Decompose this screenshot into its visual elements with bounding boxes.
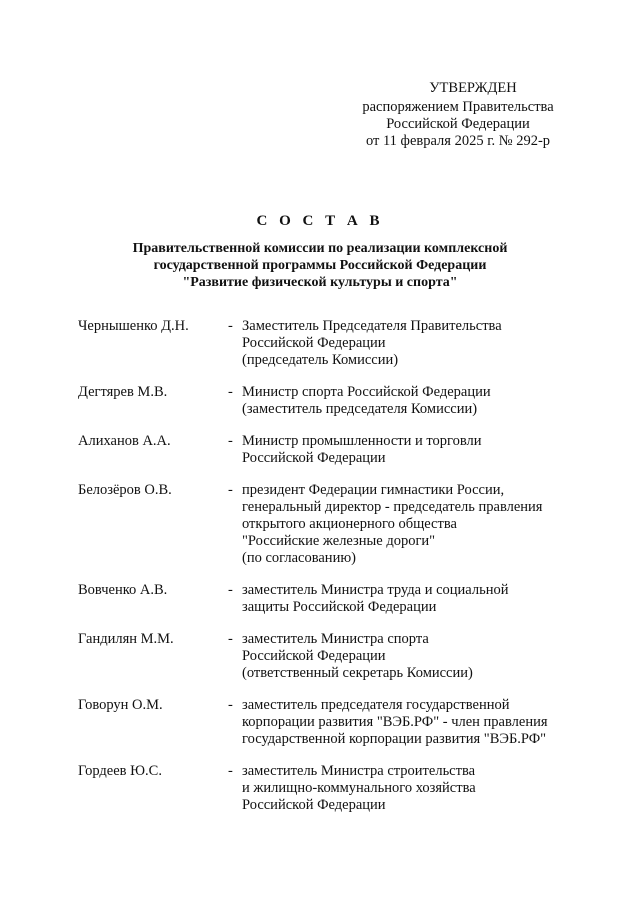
member-role-line: генеральный директор - председатель правления [242, 499, 543, 515]
member-row [78, 582, 578, 616]
heading-line: государственной программы Российской Федерации [153, 258, 487, 273]
member-role [242, 318, 578, 369]
approval-line: от 11 февраля 2025 г. № 292-р [365, 133, 551, 149]
member-name: Гордеев Ю.С. [78, 763, 162, 779]
member-role-line: Российской Федерации [242, 335, 386, 351]
member-role [242, 582, 578, 616]
member-role-line: и жилищно-коммунального хозяйства [242, 780, 476, 796]
member-role-line: Российской Федерации [242, 648, 386, 664]
member-name: Гандилян М.М. [78, 631, 174, 647]
member-dash: - [228, 582, 233, 598]
member-role-line: корпорации развития "ВЭБ.РФ" - член правления [242, 714, 548, 730]
document-heading [60, 213, 580, 291]
member-role-line: "Российские железные дороги" [242, 533, 436, 549]
approval-line: Российской Федерации [386, 116, 530, 132]
member-role [242, 697, 578, 748]
member-dash: - [228, 631, 233, 647]
member-name: Вовченко А.В. [78, 582, 168, 598]
heading-line: Правительственной комиссии по реализации комплексной [132, 241, 508, 256]
member-role-line: заместитель Министра труда и социальной [242, 582, 509, 598]
member-role-line: Российской Федерации [242, 450, 386, 466]
member-dash: - [228, 433, 233, 449]
member-role-line: (председатель Комиссии) [242, 352, 399, 368]
member-role [242, 631, 578, 682]
member-row [78, 433, 578, 467]
member-name: Алиханов А.А. [78, 433, 171, 449]
member-dash: - [228, 318, 233, 334]
member-role-line: президент Федерации гимнастики России, [242, 482, 505, 498]
member-role-line: (заместитель председателя Комиссии) [242, 401, 478, 417]
member-role-line: (ответственный секретарь Комиссии) [242, 665, 473, 681]
member-name: Говорун О.М. [78, 697, 163, 713]
member-role-line: открытого акционерного общества [242, 516, 457, 532]
member-row [78, 631, 578, 682]
member-role-line: защиты Российской Федерации [242, 599, 437, 615]
member-list [78, 318, 578, 829]
member-dash: - [228, 697, 233, 713]
member-role-line: заместитель Министра спорта [242, 631, 429, 647]
member-role [242, 482, 578, 567]
approval-stamp [330, 80, 586, 150]
heading-composition: С О С Т А В [256, 213, 384, 229]
member-role-line: заместитель Министра строительства [242, 763, 476, 779]
member-row [78, 482, 578, 567]
member-dash: - [228, 384, 233, 400]
member-role [242, 763, 578, 814]
member-dash: - [228, 482, 233, 498]
member-dash: - [228, 763, 233, 779]
member-role-line: Российской Федерации [242, 797, 386, 813]
member-role-line: государственной корпорации развития "ВЭБ.РФ" [242, 731, 547, 747]
member-row [78, 763, 578, 814]
approval-line: распоряжением Правительства [362, 99, 554, 115]
member-role [242, 384, 578, 418]
member-name: Чернышенко Д.Н. [78, 318, 189, 334]
member-role-line: (по согласованию) [242, 550, 356, 566]
heading-line: "Развитие физической культуры и спорта" [182, 275, 458, 290]
member-row [78, 697, 578, 748]
member-row [78, 318, 578, 369]
member-role [242, 433, 578, 467]
member-role-line: заместитель председателя государственной [242, 697, 510, 713]
member-role-line: Министр спорта Российской Федерации [242, 384, 491, 400]
approval-title: УТВЕРЖДЕН [429, 80, 517, 96]
member-name: Белозёров О.В. [78, 482, 172, 498]
member-row [78, 384, 578, 418]
member-name: Дегтярев М.В. [78, 384, 168, 400]
member-role-line: Министр промышленности и торговли [242, 433, 482, 449]
member-role-line: Заместитель Председателя Правительства [242, 318, 502, 334]
